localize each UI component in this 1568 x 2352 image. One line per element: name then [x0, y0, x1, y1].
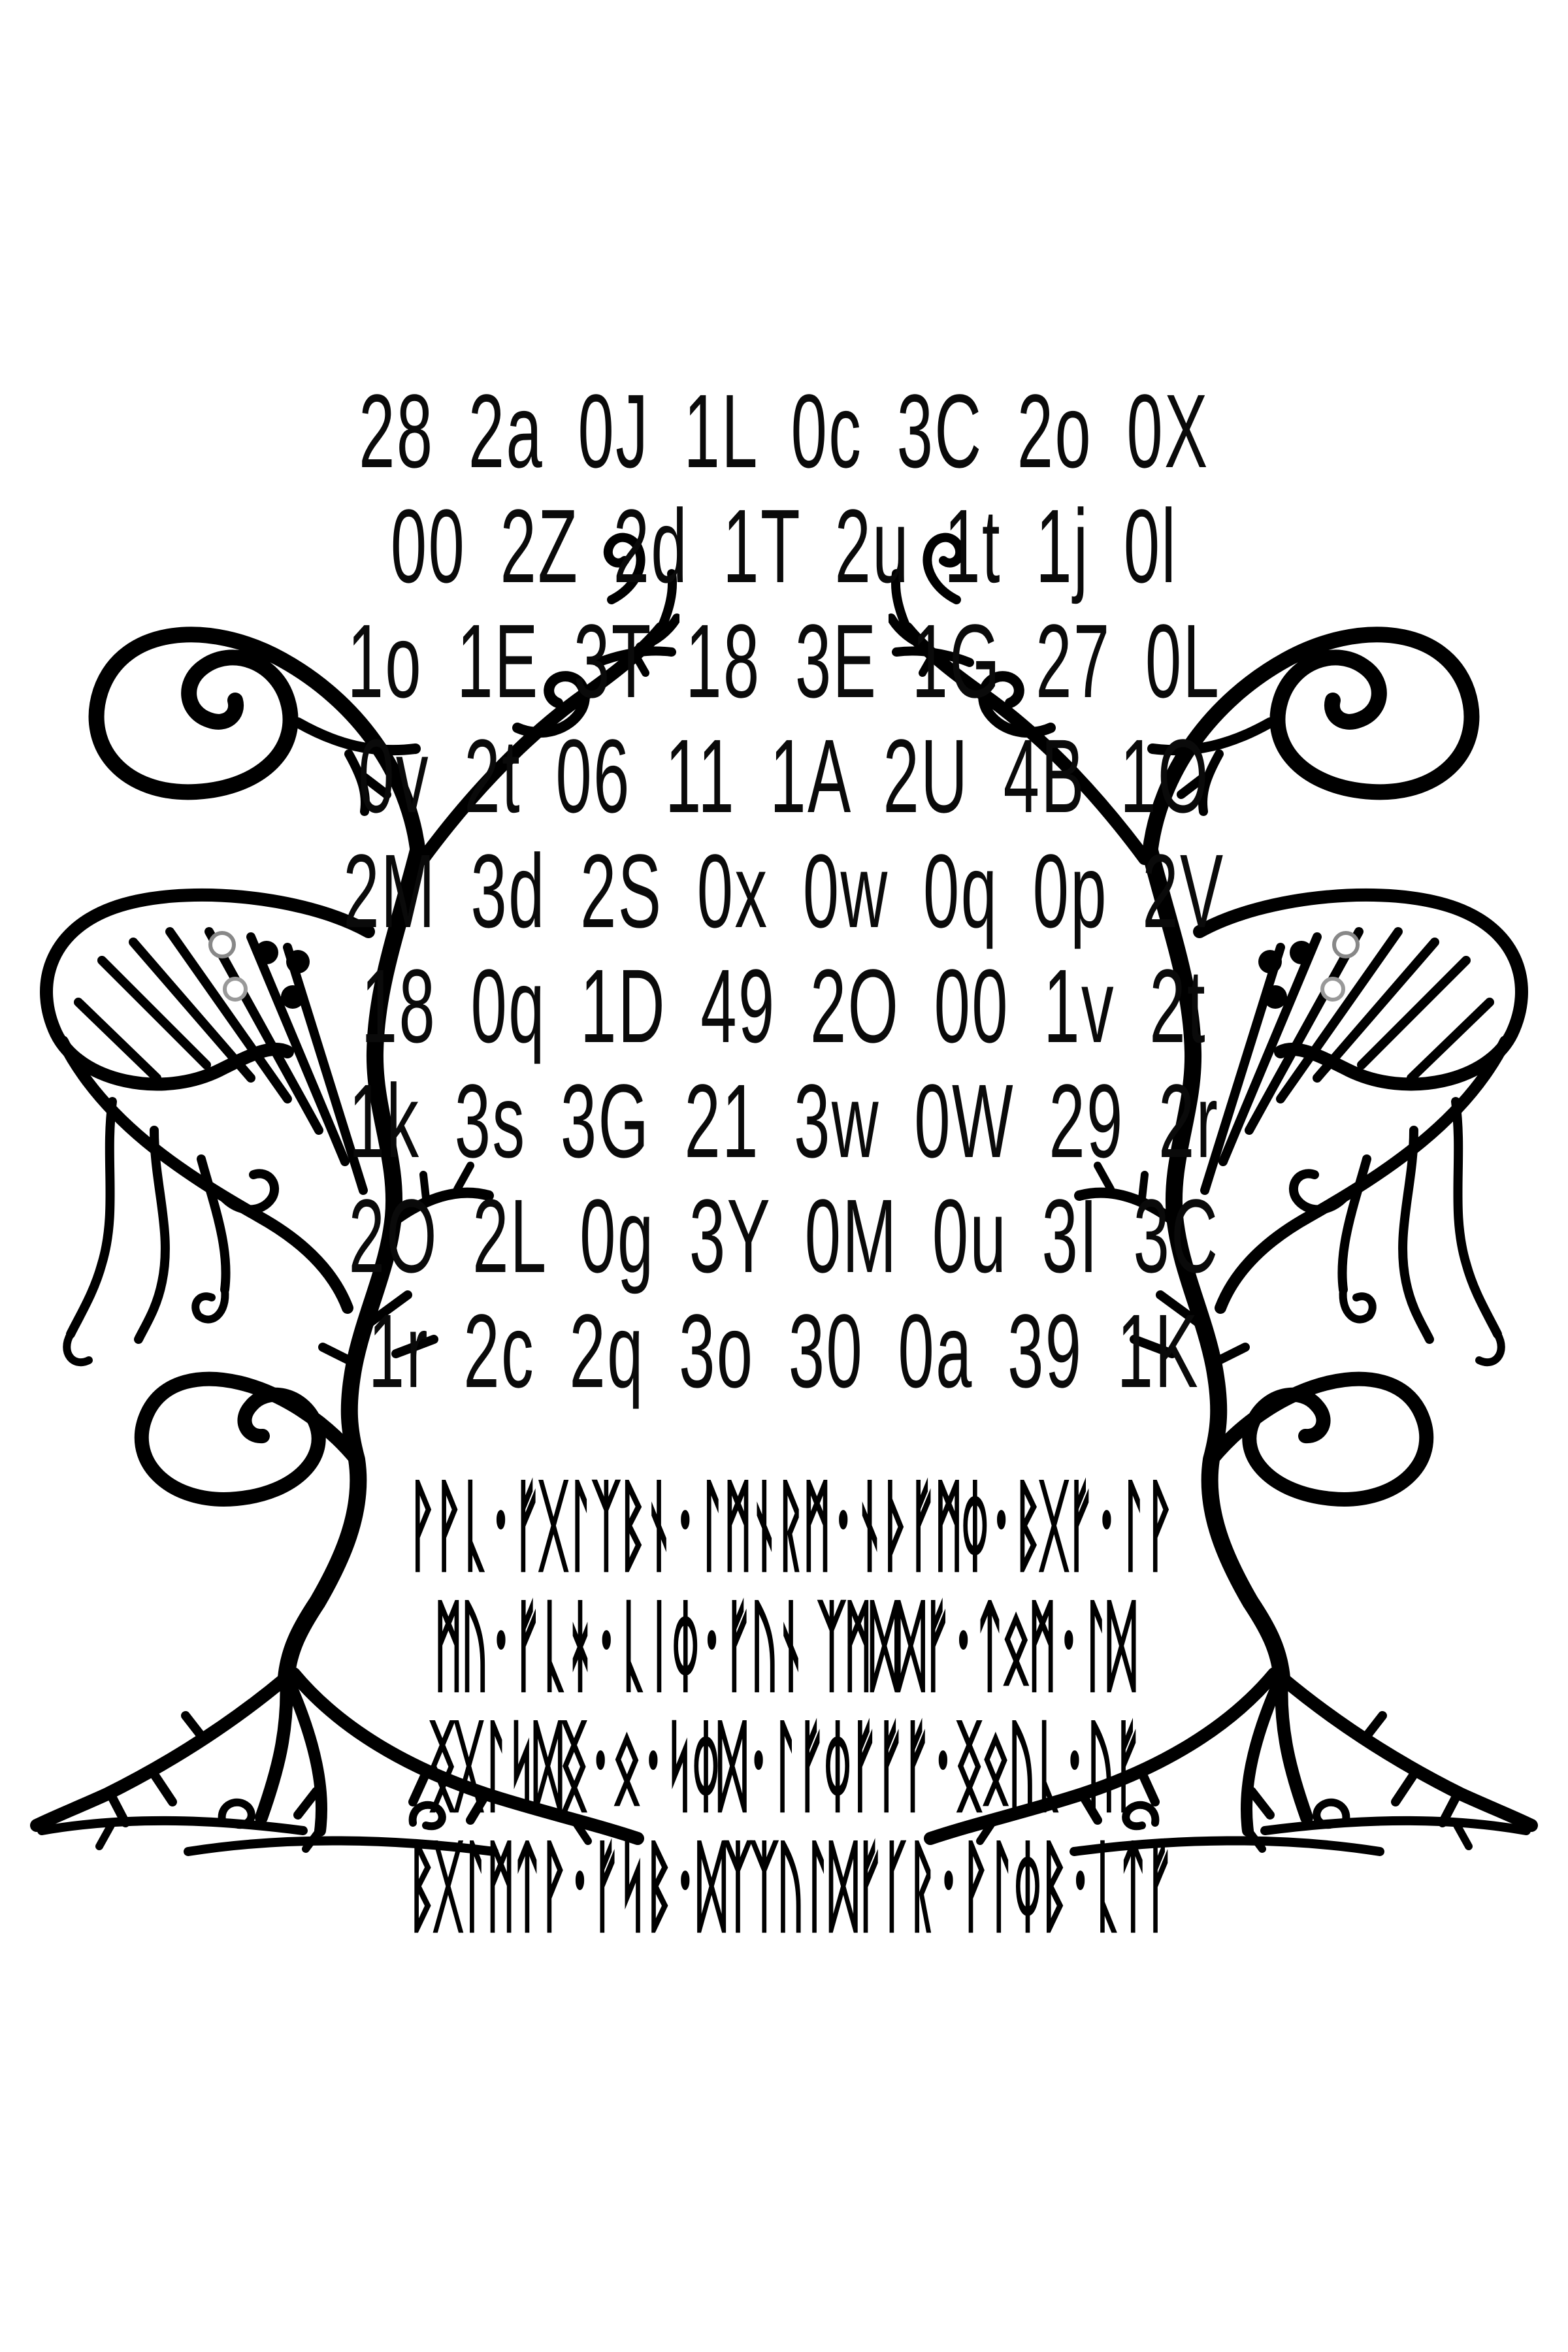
- code-row-8: 2O 2L 0g 3Y 0M 0u 3I 3C: [348, 1177, 1220, 1294]
- code-row-9: 1r 2c 2q 3o 30 0a 39 1K: [368, 1292, 1200, 1409]
- code-row-7: 1k 3s 3G 21 3w 0W 29 2r: [348, 1062, 1220, 1179]
- rune-line-4: ᛒᚷᛚᛗᛏᚹ᛫ᚠᛋᛒ᛫ᛞᛉᛉᚢᛚᛞᚠᚴᚱ᛫ᚹᛚᛰᛒ᛫ᚳᛏᚠ: [408, 1830, 1172, 1944]
- rune-line-3: ᛝᚷᛚᛋᛞᛝ᛫ᛟ᛫ᛋᛰᛞ᛫ᛚᚠᛰᚠᚠᚠ᛫ᛝᛟᚢᚳ᛫ᚢᚠ: [428, 1710, 1140, 1823]
- code-grid: [0, 374, 1568, 1409]
- code-row-2: 00 2Z 2d 1T 2u 1t 1j 0l: [390, 487, 1178, 604]
- code-row-3: 1o 1E 3T 18 3E 1G 27 0L: [347, 602, 1221, 719]
- code-row-6: 18 0q 1D 49 2O 00 1v 2t: [361, 947, 1207, 1064]
- rune-line-1: ᚹᚹᚳ᛫ᚠᚷᛚᛉᛒᚾ᛫ᛚᛗᚾᚱᛗ᛫ᚾᚦᚠᛗᛰ᛫ᛒᚷᚠ᛫ᛚᚹ: [408, 1469, 1172, 1583]
- code-row-1: 28 2a 0J 1L 0c 3C 2o 0X: [359, 372, 1209, 489]
- code-row-4: 0v 2t 06 11 1A 2U 4B 1O: [358, 717, 1210, 834]
- runic-inscription: [0, 1466, 1568, 1947]
- code-row-5: 2M 3d 2S 0x 0w 0q 0p 2V: [343, 832, 1225, 949]
- rune-line-2: ᛗᚢ᛫ᚠᚳᚼ᛫ᚳᛁᛰ᛫ᚠᚢᚾ ᛉᛗᛞᛞᚠ᛫ᛏᛟᛗ᛫ᛚᛞ: [434, 1590, 1134, 1703]
